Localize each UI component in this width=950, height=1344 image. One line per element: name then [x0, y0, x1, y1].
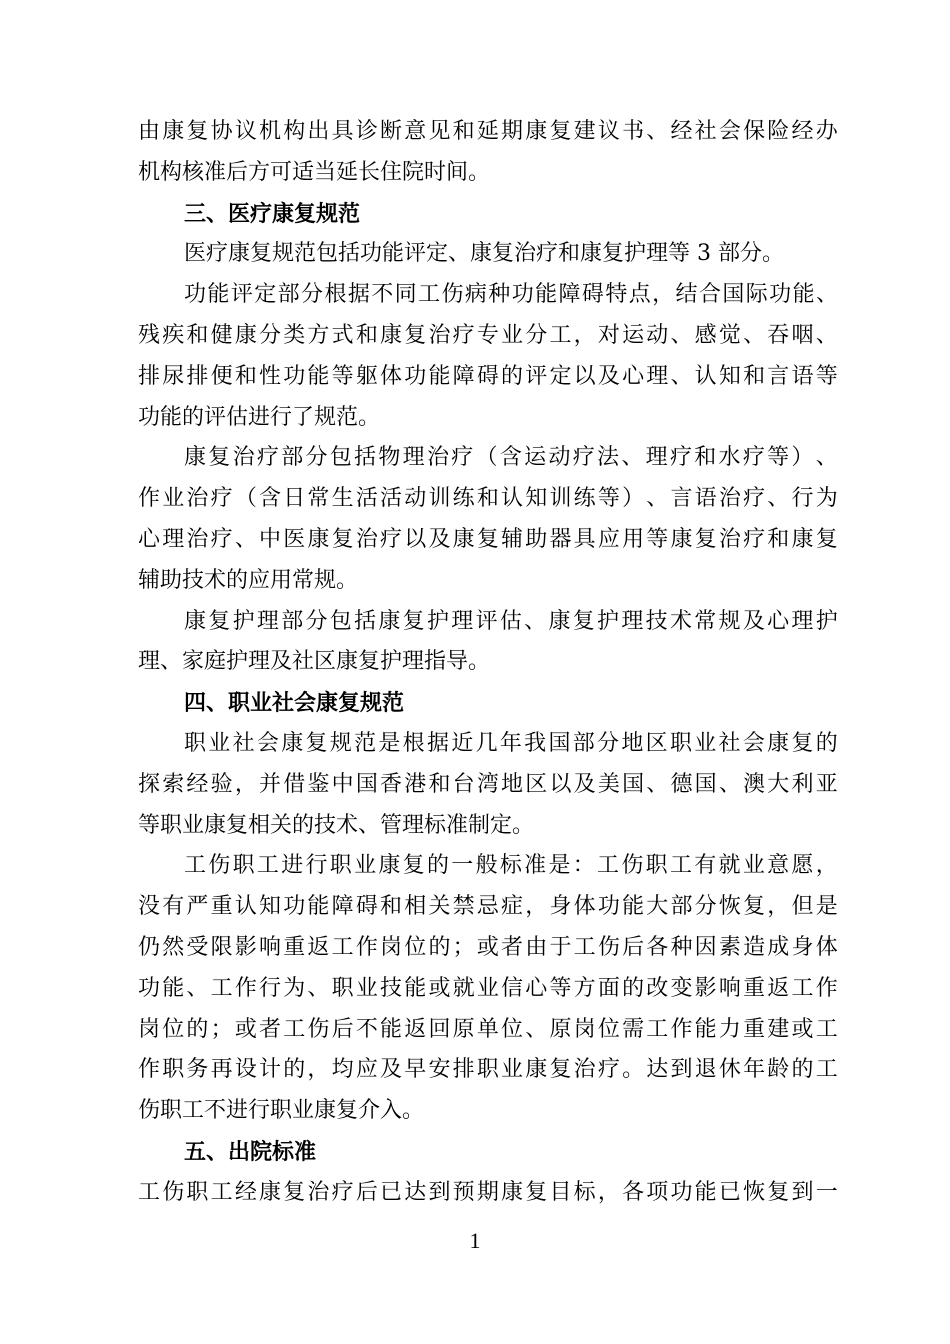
text-line-content: 仍 然 受 限 影 响 重 返 工 作 岗 位 的 ； 或 者 由 于 工 伤 后 各 种 因 素 造 成 身 体 [138, 934, 838, 960]
text-line [138, 316, 838, 357]
document-body [138, 112, 838, 1214]
text-line-content: 没 有 严 重 认 知 功 能 障 碍 和 相 关 禁 忌 症 ， 身 体 功 能 大 部 分 恢 复 ， 但 是 [138, 894, 838, 920]
text-line [138, 438, 838, 479]
text-line-content: 功 能 、 工 作 行 为 、 职 业 技 能 或 就 业 信 心 等 方 面 的 改 变 影 响 重 返 工 作 [138, 975, 838, 1001]
text-line-content: 辅助技术的应用常规。 [138, 567, 359, 593]
text-line-content: 工 伤 职 工 经 康 复 治 疗 后 已 达 到 预 期 康 复 目 标 ， 各 项 功 能 已 恢 复 到 一 [138, 1179, 838, 1205]
text-line-content: 机构核准后方可适当延长住院时间。 [138, 159, 491, 185]
text-line-content: 医疗康复规范包括功能评定、康复治疗和康复护理等 3 部分。 [184, 241, 784, 267]
text-line-content: 功 能 评 定 部 分 根 据 不 同 工 伤 病 种 功 能 障 碍 特 点 ， 结 合 国 际 功 能 、 [184, 282, 838, 308]
text-line [138, 275, 838, 316]
text-line [138, 479, 838, 520]
text-line-content: 理、家庭护理及社区康复护理指导。 [138, 649, 491, 675]
section-heading [138, 194, 838, 235]
text-line [138, 806, 838, 847]
text-line [138, 1050, 838, 1091]
text-line-content: 职 业 社 会 康 复 规 范 是 根 据 近 几 年 我 国 部 分 地 区 职 业 社 会 康 复 的 [184, 730, 838, 756]
text-line [138, 520, 838, 561]
text-line-content: 由 康 复 协 议 机 构 出 具 诊 断 意 见 和 延 期 康 复 建 议 书 、 经 社 会 保 险 经 办 [138, 119, 838, 144]
text-line-content: 作 职 务 再 设 计 的 ， 均 应 及 早 安 排 职 业 康 复 治 疗 。 达 到 退 休 年 龄 的 工 [138, 1057, 838, 1083]
text-line [138, 969, 838, 1010]
section-heading [138, 683, 838, 724]
text-line-content: 作 业 治 疗 （ 含 日 常 生 活 活 动 训 练 和 认 知 训 练 等 ） 、 言 语 治 疗 、 行 为 [138, 486, 838, 512]
text-line-content: 心 理 治 疗 、 中 医 康 复 治 疗 以 及 康 复 辅 助 器 具 应 用 等 康 复 治 疗 和 康 复 [138, 526, 838, 552]
text-line [138, 1173, 838, 1214]
text-line [138, 1091, 838, 1132]
section-heading-text: 五、出院标准 [184, 1138, 317, 1165]
text-line-content: 工 伤 职 工 进 行 职 业 康 复 的 一 般 标 准 是 ： 工 伤 职 工 有 就 业 意 愿 ， [184, 853, 838, 879]
page-number: 1 [469, 1228, 481, 1253]
text-line-content: 等职业康复相关的技术、管理标准制定。 [138, 812, 535, 838]
text-line [138, 561, 838, 602]
text-line [138, 887, 838, 928]
text-line [138, 398, 838, 439]
text-line-content: 探 索 经 验 ， 并 借 鉴 中 国 香 港 和 台 湾 地 区 以 及 美 国 、 德 国 、 澳 大 利 亚 [138, 771, 838, 797]
text-line [138, 765, 838, 806]
text-line-content: 康 复 护 理 部 分 包 括 康 复 护 理 评 估 、 康 复 护 理 技 术 常 规 及 心 理 护 [184, 608, 838, 634]
text-line [138, 234, 838, 275]
section-heading-text: 四、职业社会康复规范 [184, 690, 405, 717]
text-line [138, 602, 838, 643]
text-line [138, 357, 838, 398]
text-line-content: 残 疾 和 健 康 分 类 方 式 和 康 复 治 疗 专 业 分 工 ， 对 运 动 、 感 觉 、 吞 咽 、 [138, 322, 838, 348]
section-heading [138, 1132, 838, 1173]
text-line [138, 112, 838, 153]
text-line [138, 642, 838, 683]
text-line-content: 排 尿 排 便 和 性 功 能 等 躯 体 功 能 障 碍 的 评 定 以 及 心 理 、 认 知 和 言 语 等 [138, 363, 838, 389]
text-line-content: 康 复 治 疗 部 分 包 括 物 理 治 疗 （ 含 运 动 疗 法 、 理 疗 和 水 疗 等 ） 、 [184, 445, 838, 471]
text-line-content: 功能的评估进行了规范。 [138, 404, 381, 430]
text-line [138, 846, 838, 887]
text-line [138, 928, 838, 969]
text-line-content: 岗 位 的 ； 或 者 工 伤 后 不 能 返 回 原 单 位 、 原 岗 位 需 工 作 能 力 重 建 或 工 [138, 1016, 838, 1042]
text-line-content: 伤职工不进行职业康复介入。 [138, 1098, 425, 1124]
text-line [138, 724, 838, 765]
text-line [138, 153, 838, 194]
section-heading-text: 三、医疗康复规范 [184, 200, 361, 227]
text-line [138, 1010, 838, 1051]
